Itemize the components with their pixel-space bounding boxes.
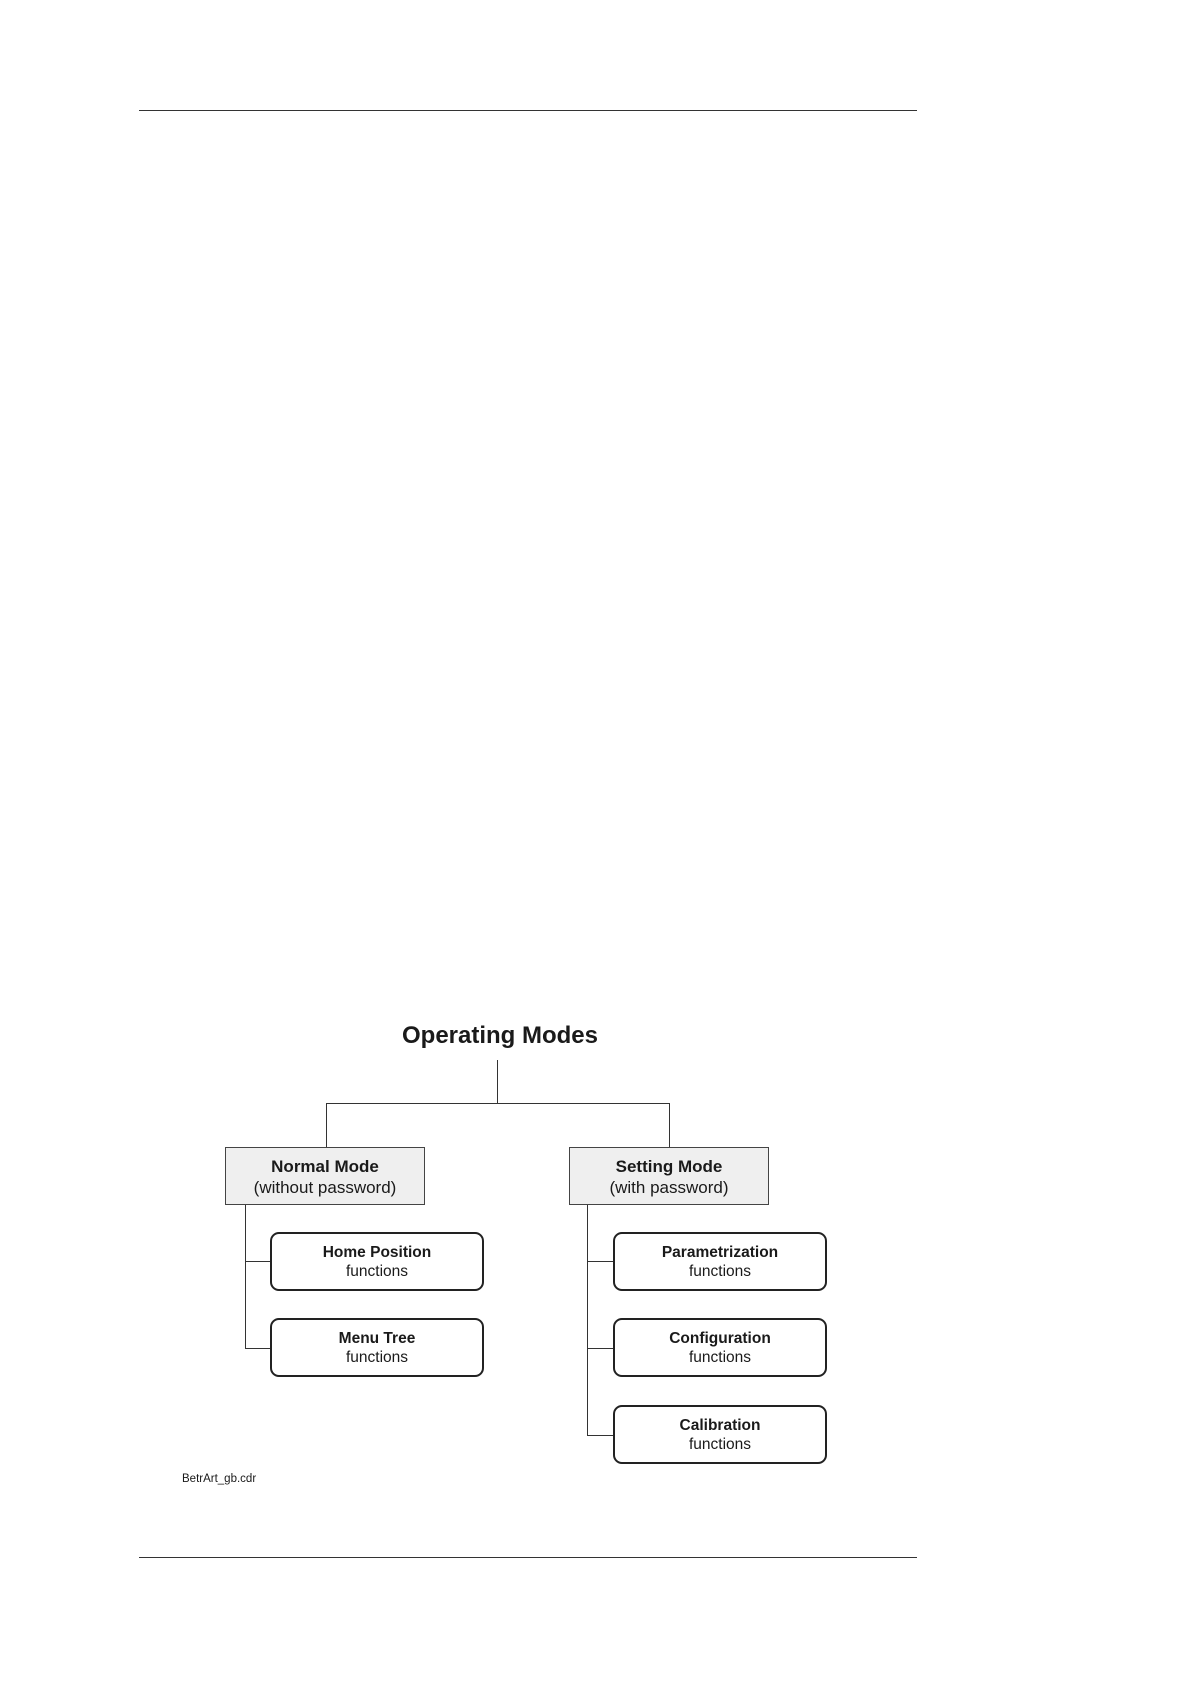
footer-rule xyxy=(139,1557,917,1558)
normal-mode-box xyxy=(225,1147,425,1205)
home-position-suffix: functions xyxy=(345,1263,409,1280)
configuration-suffix: functions xyxy=(688,1349,752,1366)
menu-tree-suffix: functions xyxy=(345,1349,409,1366)
parametrization-functions-box xyxy=(613,1232,827,1291)
parametrization-label: Parametrization xyxy=(661,1244,779,1261)
configuration-branch-line xyxy=(587,1348,614,1349)
menu-tree-functions-box xyxy=(270,1318,484,1377)
normal-mode-drop-line xyxy=(326,1103,327,1147)
normal-mode-trunk-line xyxy=(245,1205,246,1349)
normal-mode-qualifier: (without password) xyxy=(253,1178,397,1197)
calibration-suffix: functions xyxy=(688,1436,752,1453)
setting-mode-drop-line xyxy=(669,1103,670,1147)
parametrization-suffix: functions xyxy=(688,1263,752,1280)
mode-branch-line xyxy=(326,1103,670,1104)
setting-mode-qualifier: (with password) xyxy=(609,1178,729,1197)
configuration-functions-box xyxy=(613,1318,827,1377)
parametrization-branch-line xyxy=(587,1261,614,1262)
setting-mode-name: Setting Mode xyxy=(615,1157,723,1176)
setting-mode-trunk-line xyxy=(587,1205,588,1436)
configuration-label: Configuration xyxy=(669,1330,771,1347)
setting-mode-box xyxy=(569,1147,769,1205)
calibration-label: Calibration xyxy=(679,1417,761,1434)
menu-tree-label: Menu Tree xyxy=(338,1330,416,1347)
diagram-title: Operating Modes xyxy=(401,1022,599,1049)
source-file-label: BetrArt_gb.cdr xyxy=(182,1473,257,1485)
calibration-functions-box xyxy=(613,1405,827,1464)
home-position-branch-line xyxy=(245,1261,271,1262)
calibration-branch-line xyxy=(587,1435,614,1436)
normal-mode-name: Normal Mode xyxy=(271,1157,379,1176)
home-position-functions-box xyxy=(270,1232,484,1291)
menu-tree-branch-line xyxy=(245,1348,271,1349)
home-position-label: Home Position xyxy=(322,1244,432,1261)
title-stem-line xyxy=(497,1060,498,1103)
